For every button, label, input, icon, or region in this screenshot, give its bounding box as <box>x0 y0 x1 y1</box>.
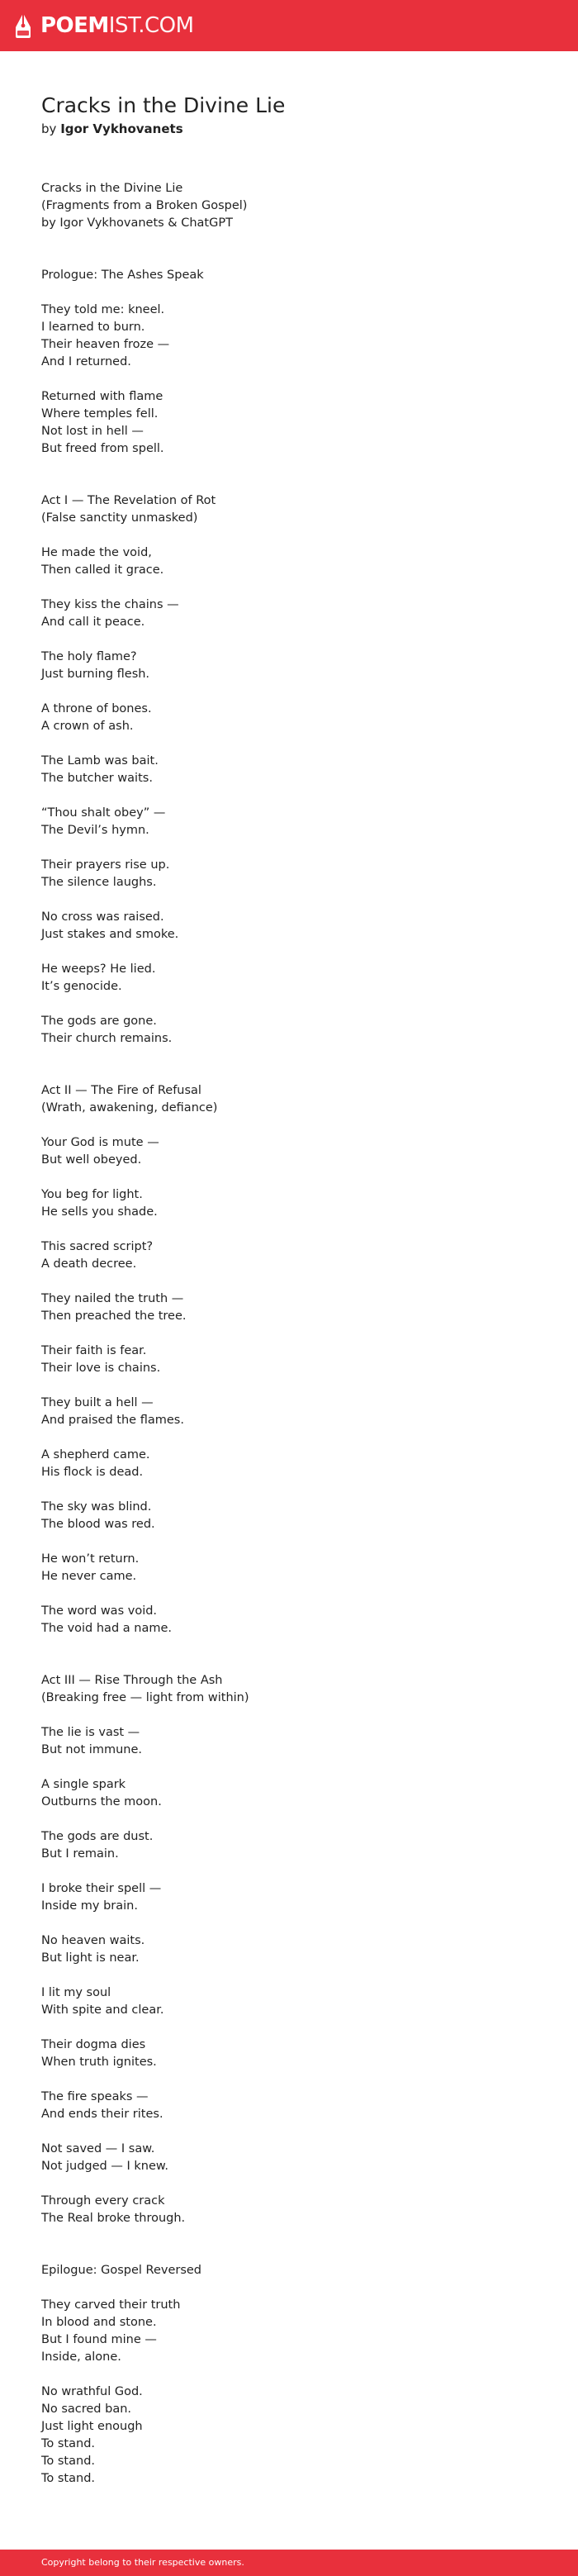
poem-line: He sells you shade. <box>41 1205 158 1219</box>
stanza-gap <box>41 943 537 961</box>
stanza-gap <box>41 1637 537 1672</box>
stanza <box>41 180 537 232</box>
stanza-gap <box>41 458 537 492</box>
poem-line: But I remain. <box>41 1847 119 1861</box>
stanza <box>41 2141 537 2175</box>
poem-line: Epilogue: Gospel Reversed <box>41 2264 202 2277</box>
poem-line: Act II — The Fire of Refusal <box>41 1084 201 1097</box>
stanza <box>41 544 537 579</box>
stanza-gap <box>41 891 537 909</box>
site-logo[interactable] <box>14 12 194 40</box>
poem-line: (Breaking free — light from within) <box>41 1691 249 1704</box>
poem-line: And I returned. <box>41 355 131 368</box>
poem-line: They built a hell — <box>41 1396 154 1409</box>
poem-line: (False sanctity unmasked) <box>41 511 198 525</box>
stanza-gap <box>41 2071 537 2089</box>
poem-line: Their faith is fear. <box>41 1344 147 1357</box>
stanza <box>41 1984 537 2019</box>
stanza <box>41 267 537 284</box>
poem-line: The fire speaks — <box>41 2090 149 2103</box>
stanza <box>41 492 537 527</box>
poem-line: They carved their truth <box>41 2298 181 2312</box>
poem-line: This sacred script? <box>41 1240 154 1253</box>
stanza <box>41 1290 537 1325</box>
stanza <box>41 2262 537 2279</box>
poem-line: You beg for light. <box>41 1188 143 1201</box>
stanza <box>41 596 537 631</box>
poem-line: His flock is dead. <box>41 1466 144 1479</box>
stanza-gap <box>41 1533 537 1551</box>
poem-line: He never came. <box>41 1570 137 1583</box>
stanza-gap <box>41 1169 537 1186</box>
site-header <box>0 0 578 51</box>
stanza-gap <box>41 1863 537 1880</box>
poem-line: To stand. <box>41 2472 96 2485</box>
site-footer <box>0 2550 578 2576</box>
poem-line: To stand. <box>41 2437 96 2450</box>
poem-line: The butcher waits. <box>41 772 153 785</box>
poem-line: Their prayers rise up. <box>41 858 170 872</box>
poem-line: They kiss the chains — <box>41 598 179 611</box>
poem-line: Not judged — I knew. <box>41 2160 169 2173</box>
poem-line: Your God is mute — <box>41 1136 159 1149</box>
poem-line: Then called it grace. <box>41 563 164 577</box>
poem-line: I lit my soul <box>41 1986 111 1999</box>
stanza-gap <box>41 2366 537 2384</box>
poem-line: Their dogma dies <box>41 2038 146 2051</box>
poem-line: He made the void, <box>41 546 152 559</box>
poem-line: A shepherd came. <box>41 1448 150 1461</box>
stanza <box>41 1499 537 1533</box>
poem-line: With spite and clear. <box>41 2003 164 2017</box>
poem-byline <box>41 121 183 137</box>
stanza-gap <box>41 1811 537 1828</box>
stanza <box>41 1776 537 1811</box>
stanza-gap <box>41 631 537 649</box>
stanza-gap <box>41 232 537 267</box>
stanza <box>41 2089 537 2123</box>
logo-wordmark <box>40 12 194 40</box>
poem-line: To stand. <box>41 2455 96 2468</box>
stanza <box>41 961 537 996</box>
stanza-gap <box>41 1273 537 1290</box>
poem-line: Prologue: The Ashes Speak <box>41 269 204 282</box>
poem-line: In blood and stone. <box>41 2316 157 2329</box>
author-link[interactable]: Igor Vykhovanets <box>60 121 183 136</box>
stanza-gap <box>41 1325 537 1343</box>
poem-line: Not lost in hell — <box>41 425 144 438</box>
stanza <box>41 1134 537 1169</box>
poem-line: Inside, alone. <box>41 2350 121 2364</box>
poem-line: No cross was raised. <box>41 910 164 924</box>
stanza-gap <box>41 2175 537 2193</box>
stanza-gap <box>41 527 537 544</box>
stanza-gap <box>41 2227 537 2262</box>
poem-line: It’s genocide. <box>41 980 122 993</box>
stanza-gap <box>41 1221 537 1238</box>
stanza <box>41 1447 537 1481</box>
poem-line: Act III — Rise Through the Ash <box>41 1674 223 1687</box>
stanza <box>41 1880 537 1915</box>
poem-line: Their heaven froze — <box>41 338 170 351</box>
stanza <box>41 1013 537 1048</box>
stanza <box>41 909 537 943</box>
stanza <box>41 1551 537 1585</box>
stanza <box>41 1828 537 1863</box>
poem-line: And ends their rites. <box>41 2108 163 2121</box>
poem-line: When truth ignites. <box>41 2056 157 2069</box>
pen-nib-icon <box>14 12 32 39</box>
logo-text-bold: POEM <box>40 13 109 38</box>
stanza-gap <box>41 2019 537 2037</box>
poem-line: But not immune. <box>41 1743 142 1756</box>
poem-line: “Thou shalt obey” — <box>41 806 166 820</box>
poem-line: I learned to burn. <box>41 321 145 334</box>
poem-line: The Lamb was bait. <box>41 754 159 768</box>
stanza <box>41 857 537 891</box>
poem-line: The void had a name. <box>41 1622 172 1635</box>
stanza-gap <box>41 2279 537 2297</box>
poem-line: Their love is chains. <box>41 1362 161 1375</box>
poem-line: Act I — The Revelation of Rot <box>41 494 216 507</box>
poem-line: And call it peace. <box>41 615 145 629</box>
poem-line: But freed from spell. <box>41 442 164 455</box>
poem-line: by Igor Vykhovanets & ChatGPT <box>41 216 233 230</box>
poem-line: And praised the flames. <box>41 1414 184 1427</box>
poem-line: They nailed the truth — <box>41 1292 184 1305</box>
stanza <box>41 805 537 839</box>
poem-line: (Wrath, awakening, defiance) <box>41 1101 218 1115</box>
poem-line: Not saved — I saw. <box>41 2142 155 2155</box>
poem-line: The lie is vast — <box>41 1726 140 1739</box>
stanza-gap <box>41 1967 537 1984</box>
stanza <box>41 2037 537 2071</box>
logo-text-light: IST.COM <box>108 13 194 38</box>
stanza <box>41 1672 537 1707</box>
poem-line: Just light enough <box>41 2420 143 2433</box>
poem-line: No wrathful God. <box>41 2385 143 2398</box>
poem-line: Outburns the moon. <box>41 1795 162 1808</box>
stanza <box>41 1395 537 1429</box>
stanza <box>41 2384 537 2488</box>
stanza <box>41 1082 537 1117</box>
poem-body <box>41 180 537 2488</box>
poem-line: I broke their spell — <box>41 1882 162 1895</box>
stanza <box>41 1932 537 1967</box>
stanza <box>41 1238 537 1273</box>
poem-line: He weeps? He lied. <box>41 962 156 976</box>
poem-line: The blood was red. <box>41 1518 155 1531</box>
poem-line: The word was void. <box>41 1604 158 1618</box>
poem-line: No heaven waits. <box>41 1934 145 1947</box>
stanza <box>41 2297 537 2366</box>
copyright-notice: Copyright belong to their respective owners. <box>41 2557 244 2568</box>
stanza-gap <box>41 1759 537 1776</box>
poem-line: No sacred ban. <box>41 2403 132 2416</box>
stanza-gap <box>41 2123 537 2141</box>
stanza-gap <box>41 1585 537 1603</box>
stanza-gap <box>41 284 537 302</box>
poem-line: (Fragments from a Broken Gospel) <box>41 199 248 212</box>
stanza-gap <box>41 787 537 805</box>
poem-line: The silence laughs. <box>41 876 157 889</box>
stanza-gap <box>41 735 537 753</box>
poem-line: Cracks in the Divine Lie <box>41 182 183 195</box>
poem-title: Cracks in the Divine Lie <box>41 93 286 117</box>
stanza-gap <box>41 1429 537 1447</box>
poem-line: He won’t return. <box>41 1552 140 1566</box>
stanza <box>41 753 537 787</box>
poem-line: Through every crack <box>41 2194 165 2208</box>
poem-line: Where temples fell. <box>41 407 159 421</box>
poem-line: The holy flame? <box>41 650 137 663</box>
poem-line: The sky was blind. <box>41 1500 152 1514</box>
stanza <box>41 649 537 683</box>
poem-line: But light is near. <box>41 1951 140 1965</box>
stanza-gap <box>41 996 537 1013</box>
stanza-gap <box>41 1117 537 1134</box>
poem-line: A death decree. <box>41 1257 137 1271</box>
stanza <box>41 1724 537 1759</box>
stanza-gap <box>41 371 537 388</box>
poem-line: The gods are gone. <box>41 1015 157 1028</box>
poem-line: But well obeyed. <box>41 1153 142 1167</box>
stanza <box>41 1186 537 1221</box>
poem-line: A throne of bones. <box>41 702 152 715</box>
stanza-gap <box>41 1048 537 1082</box>
stanza <box>41 1603 537 1637</box>
stanza <box>41 302 537 371</box>
poem-line: Returned with flame <box>41 390 163 403</box>
poem-line: A single spark <box>41 1778 126 1791</box>
stanza <box>41 2193 537 2227</box>
poem-line: Just burning flesh. <box>41 668 150 681</box>
poem-line: Then preached the tree. <box>41 1309 187 1323</box>
poem-line: A crown of ash. <box>41 720 134 733</box>
stanza-gap <box>41 683 537 701</box>
poem-line: The Devil’s hymn. <box>41 824 149 837</box>
stanza <box>41 701 537 735</box>
stanza-gap <box>41 839 537 857</box>
poem-line: Their church remains. <box>41 1032 173 1045</box>
stanza-gap <box>41 1481 537 1499</box>
poem-line: Inside my brain. <box>41 1899 138 1913</box>
stanza-gap <box>41 1377 537 1395</box>
stanza-gap <box>41 1915 537 1932</box>
stanza <box>41 388 537 458</box>
byline-prefix: by <box>41 121 57 136</box>
stanza-gap <box>41 579 537 596</box>
stanza-gap <box>41 1707 537 1724</box>
poem-line: The Real broke through. <box>41 2212 186 2225</box>
stanza <box>41 1343 537 1377</box>
poem-line: But I found mine — <box>41 2333 157 2346</box>
poem-line: Just stakes and smoke. <box>41 928 179 941</box>
poem-line: The gods are dust. <box>41 1830 154 1843</box>
poem-line: They told me: kneel. <box>41 303 165 316</box>
